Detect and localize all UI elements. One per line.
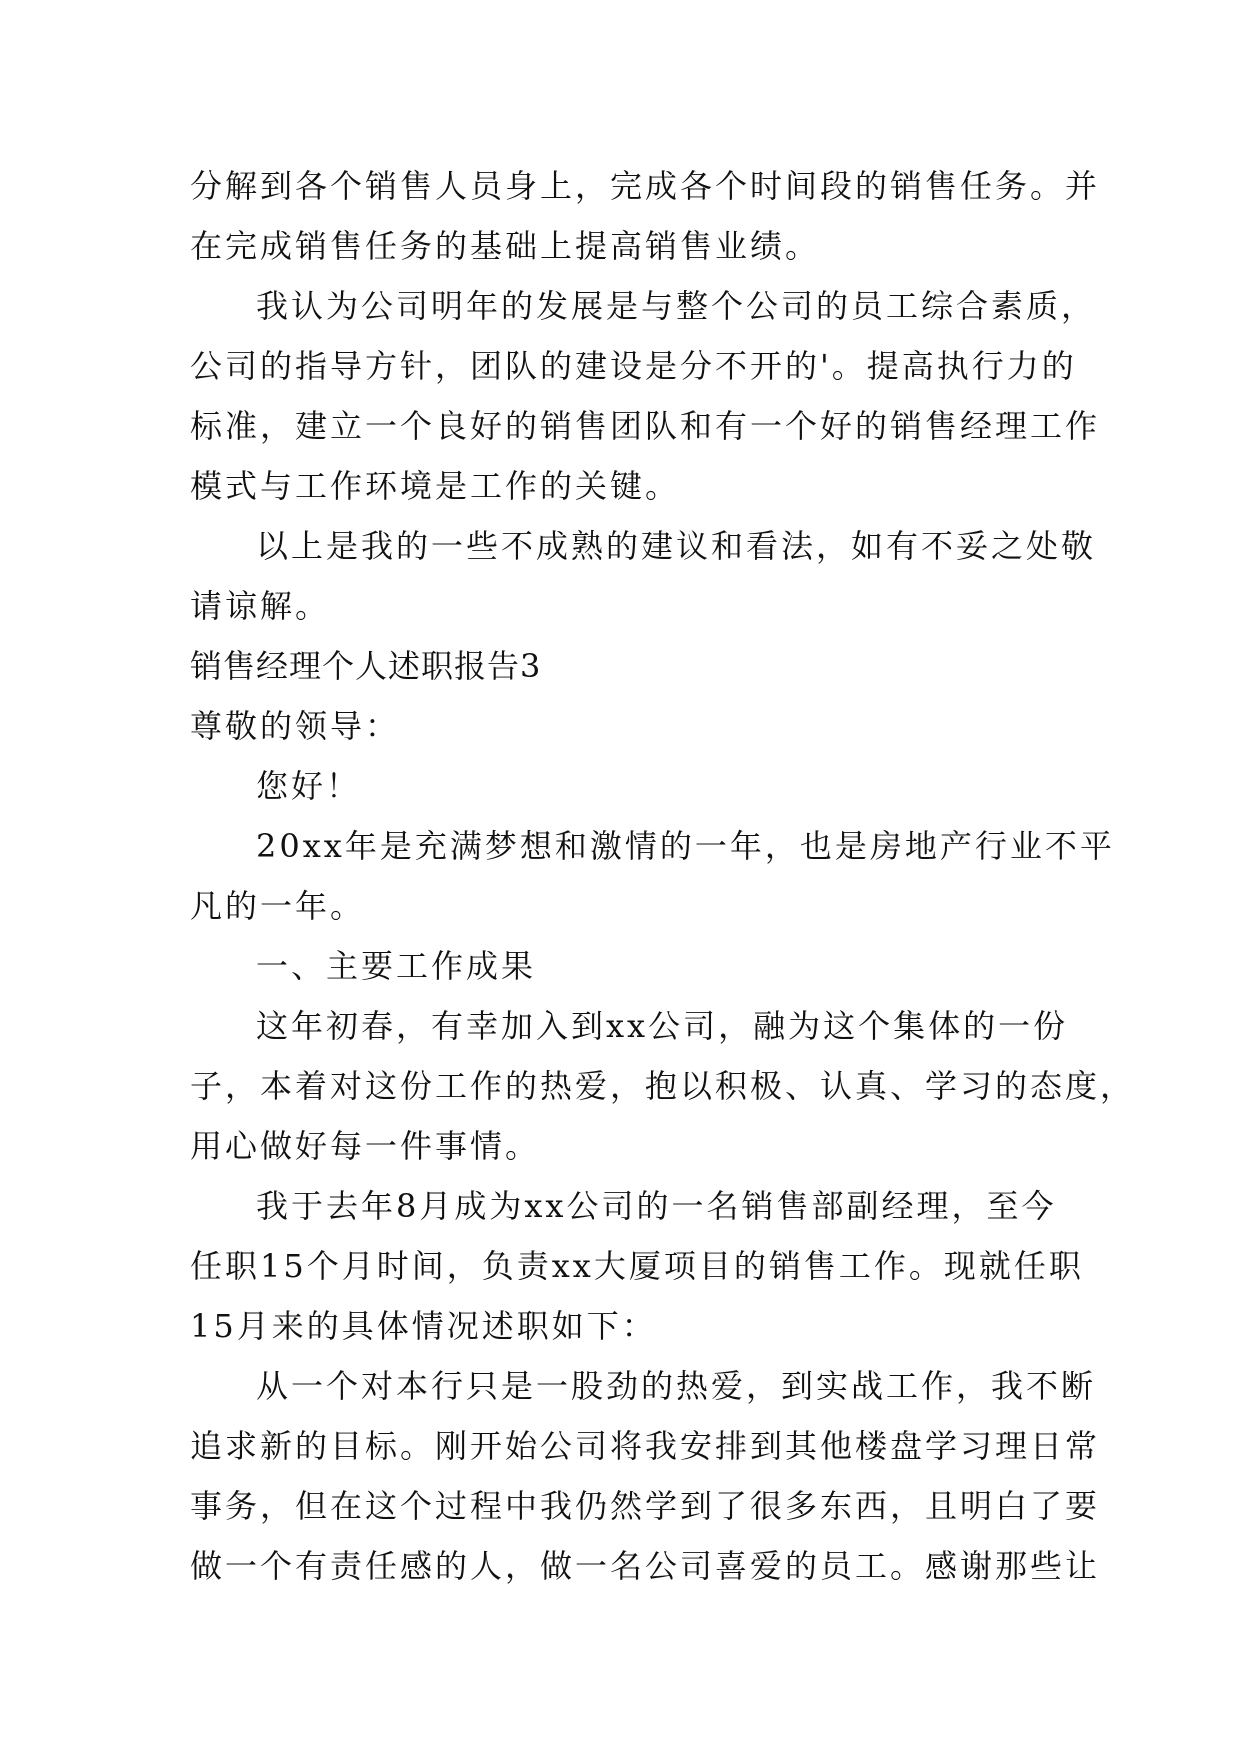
salutation: 尊敬的领导： bbox=[190, 707, 401, 745]
document-body bbox=[190, 156, 1136, 1596]
paragraph-line: 公司的指导方针，团队的建设是分不开的'。提高执行力的 bbox=[190, 347, 1077, 385]
paragraph-line: 模式与工作环境是工作的关键。 bbox=[190, 467, 681, 505]
paragraph-line: 以上是我的一些不成熟的建议和看法，如有不妥之处敬 bbox=[256, 527, 1097, 565]
paragraph-line: 凡的一年。 bbox=[190, 887, 366, 925]
paragraph-line: 事务，但在这个过程中我仍然学到了很多东西，且明白了要 bbox=[190, 1487, 1101, 1525]
paragraph-line: 子，本着对这份工作的热爱，抱以积极、认真、学习的态度， bbox=[190, 1067, 1136, 1105]
paragraph-line: 我于去年8月成为xx公司的一名销售部副经理，至今 bbox=[256, 1187, 1057, 1225]
greeting: 您好！ bbox=[256, 767, 362, 805]
paragraph-line: 请谅解。 bbox=[190, 587, 331, 625]
paragraph-line: 在完成销售任务的基础上提高销售业绩。 bbox=[190, 227, 821, 265]
paragraph-line: 我认为公司明年的发展是与整个公司的员工综合素质， bbox=[256, 287, 1097, 325]
paragraph-line: 从一个对本行只是一股劲的热爱，到实战工作，我不断 bbox=[256, 1367, 1097, 1405]
paragraph-line: 分解到各个销售人员身上，完成各个时间段的销售任务。并 bbox=[190, 167, 1101, 205]
subsection-title: 一、主要工作成果 bbox=[256, 947, 537, 985]
paragraph-line: 这年初春，有幸加入到xx公司，融为这个集体的一份 bbox=[256, 1007, 1069, 1045]
paragraph-line: 任职15个月时间，负责xx大厦项目的销售工作。现就任职 bbox=[190, 1247, 1084, 1285]
paragraph-line: 标准，建立一个良好的销售团队和有一个好的销售经理工作 bbox=[190, 407, 1101, 445]
paragraph-line: 用心做好每一件事情。 bbox=[190, 1127, 541, 1165]
section-title: 销售经理个人述职报告3 bbox=[190, 647, 542, 685]
paragraph-line: 做一个有责任感的人，做一名公司喜爱的员工。感谢那些让 bbox=[190, 1547, 1101, 1585]
paragraph-line: 15月来的具体情况述职如下： bbox=[190, 1307, 657, 1345]
paragraph-line: 20xx年是充满梦想和激情的一年，也是房地产行业不平 bbox=[256, 827, 1115, 865]
paragraph-line: 追求新的目标。刚开始公司将我安排到其他楼盘学习理日常 bbox=[190, 1427, 1101, 1465]
